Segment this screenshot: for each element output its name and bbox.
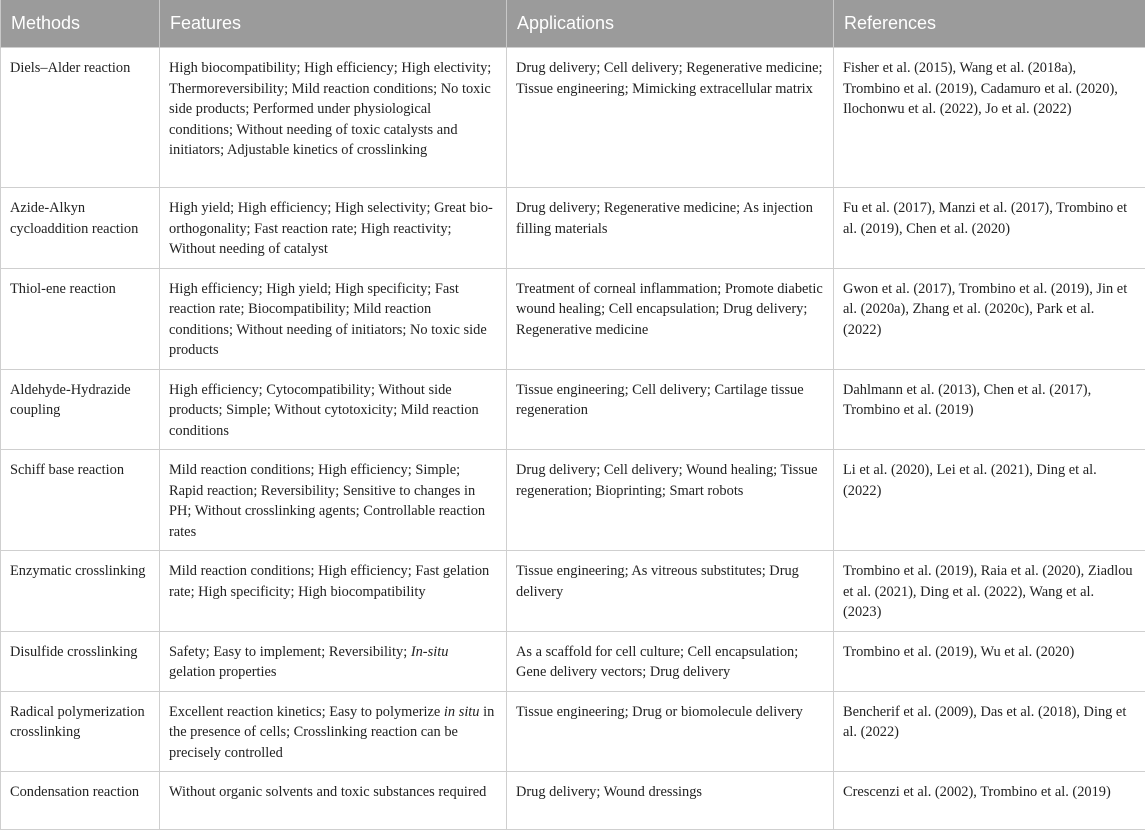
features-cell: High yield; High efficiency; High selectivity; Great bio-orthogonality; Fast reaction rate; High reactivity; Without needing of catalyst xyxy=(160,188,507,269)
method-cell: Condensation reaction xyxy=(1,772,160,830)
applications-cell: Treatment of corneal inflammation; Promote diabetic wound healing; Cell encapsulation; Drug delivery; Regenerative medicine xyxy=(507,268,834,369)
references-cell: Trombino et al. (2019), Wu et al. (2020) xyxy=(834,631,1145,691)
features-text: Excellent reaction kinetics; Easy to polymerize xyxy=(169,704,444,720)
features-cell: Without organic solvents and toxic substances required xyxy=(160,772,507,830)
applications-cell: Tissue engineering; Cell delivery; Cartilage tissue regeneration xyxy=(507,369,834,450)
header-applications: Applications xyxy=(507,0,834,48)
references-cell: Fu et al. (2017), Manzi et al. (2017), Trombino et al. (2019), Chen et al. (2020) xyxy=(834,188,1145,269)
method-cell: Azide-Alkyn cycloaddition reaction xyxy=(1,188,160,269)
features-cell: Mild reaction conditions; High efficiency; Fast gelation rate; High specificity; High biocompatibility xyxy=(160,551,507,632)
references-cell: Li et al. (2020), Lei et al. (2021), Ding et al. (2022) xyxy=(834,450,1145,551)
method-cell: Schiff base reaction xyxy=(1,450,160,551)
method-cell: Disulfide crosslinking xyxy=(1,631,160,691)
table-row xyxy=(1,450,1145,551)
table-row xyxy=(1,48,1145,188)
applications-cell: Drug delivery; Cell delivery; Regenerative medicine; Tissue engineering; Mimicking extracellular matrix xyxy=(507,48,834,188)
table-row xyxy=(1,631,1145,691)
applications-cell: As a scaffold for cell culture; Cell encapsulation; Gene delivery vectors; Drug delivery xyxy=(507,631,834,691)
references-cell: Gwon et al. (2017), Trombino et al. (2019), Jin et al. (2020a), Zhang et al. (2020c), Park et al. (2022) xyxy=(834,268,1145,369)
features-text: gelation properties xyxy=(169,664,277,680)
features-cell: High biocompatibility; High efficiency; High electivity; Thermoreversibility; Mild reaction conditions; No toxic side products; Performed under physiological conditions; Without needing of toxic catalysts and initiators; Adjustable kinetics of crosslinking xyxy=(160,48,507,188)
header-features: Features xyxy=(160,0,507,48)
features-italic-text: in situ xyxy=(444,704,480,720)
method-cell: Diels–Alder reaction xyxy=(1,48,160,188)
applications-cell: Tissue engineering; As vitreous substitutes; Drug delivery xyxy=(507,551,834,632)
table-row xyxy=(1,551,1145,632)
references-cell: Crescenzi et al. (2002), Trombino et al. (2019) xyxy=(834,772,1145,830)
header-references: References xyxy=(834,0,1145,48)
applications-cell: Drug delivery; Cell delivery; Wound healing; Tissue regeneration; Bioprinting; Smart robots xyxy=(507,450,834,551)
features-text: in the presence of cells; Crosslinking reaction can be precisely controlled xyxy=(169,704,494,761)
features-text: Safety; Easy to implement; Reversibility; xyxy=(169,644,411,660)
header-row xyxy=(1,0,1145,48)
features-italic-text: In-situ xyxy=(411,644,449,660)
features-cell: High efficiency; High yield; High specificity; Fast reaction rate; Biocompatibility; Mild reaction conditions; Without needing of initiators; No toxic side products xyxy=(160,268,507,369)
features-cell: Mild reaction conditions; High efficiency; Simple; Rapid reaction; Reversibility; Sensitive to changes in PH; Without crosslinking agents; Controllable reaction rates xyxy=(160,450,507,551)
features-cell xyxy=(160,691,507,772)
applications-cell: Drug delivery; Regenerative medicine; As injection filling materials xyxy=(507,188,834,269)
table-row xyxy=(1,268,1145,369)
method-cell: Radical polymerization crosslinking xyxy=(1,691,160,772)
method-cell: Aldehyde-Hydrazide coupling xyxy=(1,369,160,450)
features-cell xyxy=(160,631,507,691)
table-row xyxy=(1,369,1145,450)
method-cell: Enzymatic crosslinking xyxy=(1,551,160,632)
applications-cell: Drug delivery; Wound dressings xyxy=(507,772,834,830)
references-cell: Dahlmann et al. (2013), Chen et al. (2017), Trombino et al. (2019) xyxy=(834,369,1145,450)
applications-cell: Tissue engineering; Drug or biomolecule delivery xyxy=(507,691,834,772)
table-row xyxy=(1,691,1145,772)
references-cell: Bencherif et al. (2009), Das et al. (2018), Ding et al. (2022) xyxy=(834,691,1145,772)
table-row xyxy=(1,772,1145,830)
table-row xyxy=(1,188,1145,269)
references-cell: Fisher et al. (2015), Wang et al. (2018a), Trombino et al. (2019), Cadamuro et al. (2020), Ilochonwu et al. (2022), Jo et al. (2022) xyxy=(834,48,1145,188)
features-cell: High efficiency; Cytocompatibility; Without side products; Simple; Without cytotoxicity; Mild reaction conditions xyxy=(160,369,507,450)
header-methods: Methods xyxy=(1,0,160,48)
method-cell: Thiol-ene reaction xyxy=(1,268,160,369)
references-cell: Trombino et al. (2019), Raia et al. (2020), Ziadlou et al. (2021), Ding et al. (2022), Wang et al. (2023) xyxy=(834,551,1145,632)
